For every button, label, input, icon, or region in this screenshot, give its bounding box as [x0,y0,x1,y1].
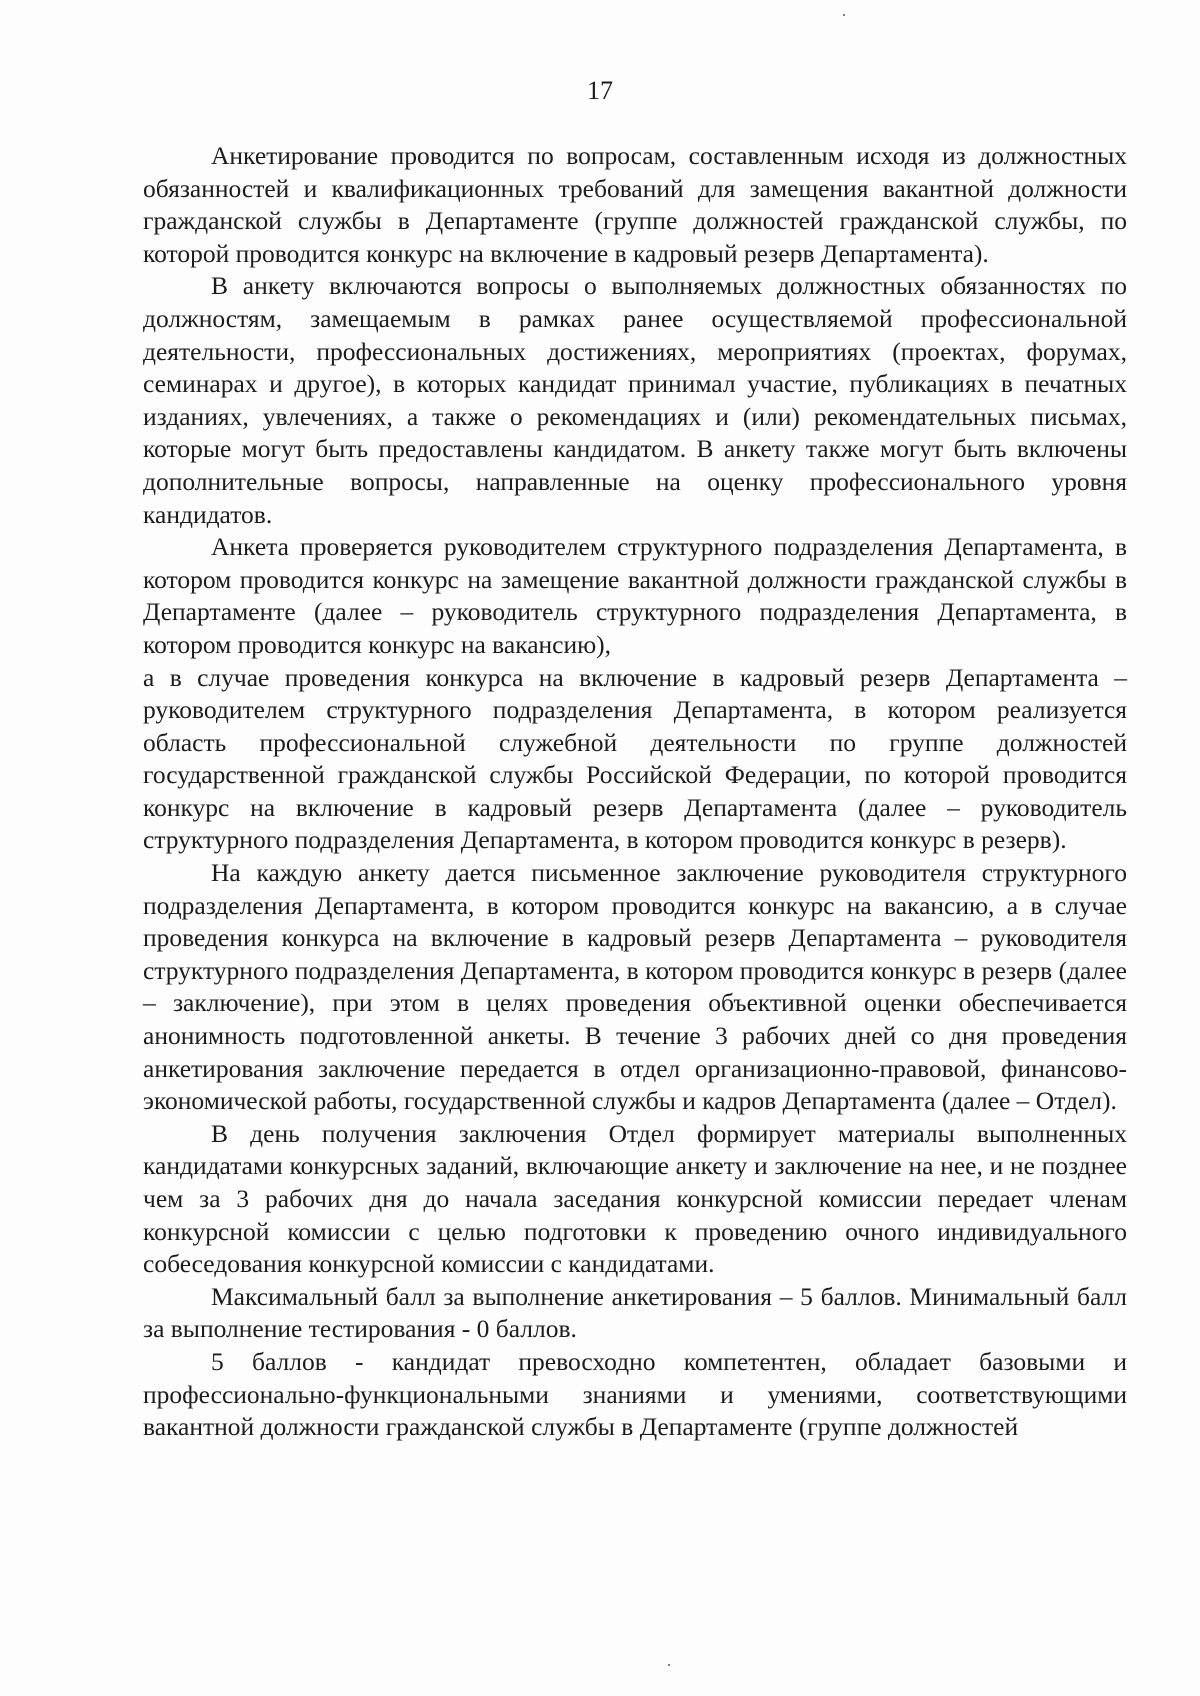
paragraph-8: 5 баллов - кандидат превосходно компетентен, обладает базовыми и профессионально-функциональными знаниями и умениями, соответствующими вакантной должности гражданской службы в Департаменте (группе должностей [143,1346,1127,1442]
paragraph-3: Анкета проверяется руководителем структурного подразделения Департамента, в котором проводится конкурс на замещение вакантной должности гражданской службы в Департаменте (далее – руководитель структурного подразделения Департамента, в котором проводится конкурс на вакансию), [143,532,1127,659]
paragraph-2: В анкету включаются вопросы о выполняемых должностных обязанностях по должностям, замещаемым в рамках ранее осуществляемой профессиональной деятельности, профессиональных достижениях, мероприятиях (проектах, форумах, семинарах и другое), в которых кандидат принимал участие, публикациях в печатных изданиях, увлечениях, а также о рекомендациях и (или) рекомендательных письмах, которые могут быть предоставлены кандидатом. В анкету также могут быть включены дополнительные вопросы, направленные на оценку профессионального уровня кандидатов. [143,271,1127,529]
paragraph-7: Максимальный балл за выполнение анкетирования – 5 баллов. Минимальный балл за выполнение тестирования - 0 баллов. [143,1281,1127,1344]
paragraph-1: Анкетирование проводится по вопросам, составленным исходя из должностных обязанностей и квалификационных требований для замещения вакантной должности гражданской службы в Департаменте (группе должностей гражданской службы, по которой проводится конкурс на включение в кадровый резерв Департамента). [143,141,1127,268]
document-body [143,140,1127,1444]
paragraph-6: В день получения заключения Отдел формирует материалы выполненных кандидатами конкурсных заданий, включающие анкету и заключение на нее, и не позднее чем за 3 рабочих дня до начала заседания конкурсной комиссии передает членам конкурсной комиссии с целью подготовки к проведению очного индивидуального собеседования конкурсной комиссии с кандидатами. [143,1118,1127,1279]
scan-speck [668,1664,670,1666]
paragraph-5: На каждую анкету дается письменное заключение руководителя структурного подразделения Департамента, в котором проводится конкурс на вакансию, а в случае проведения конкурса на включение в кадровый резерв Департамента – руководителя структурного подразделения Департамента, в котором проводится конкурс в резерв (далее – заключение), при этом в целях проведения объективной оценки обеспечивается анонимность подготовленной анкеты. В течение 3 рабочих дней со дня проведения анкетирования заключение передается в отдел организационно-правовой, финансово-экономической работы, государственной службы и кадров Департамента (далее – Отдел). [143,858,1127,1116]
paragraph-4: а в случае проведения конкурса на включение в кадровый резерв Департамента – руководителем структурного подразделения Департамента, в котором реализуется область профессиональной служебной деятельности по группе должностей государственной гражданской службы Российской Федерации, по которой проводится конкурс на включение в кадровый резерв Департамента (далее – руководитель структурного подразделения Департамента, в котором проводится конкурс в резерв). [143,662,1127,855]
scan-speck [843,14,845,16]
page-number: 17 [587,76,613,105]
